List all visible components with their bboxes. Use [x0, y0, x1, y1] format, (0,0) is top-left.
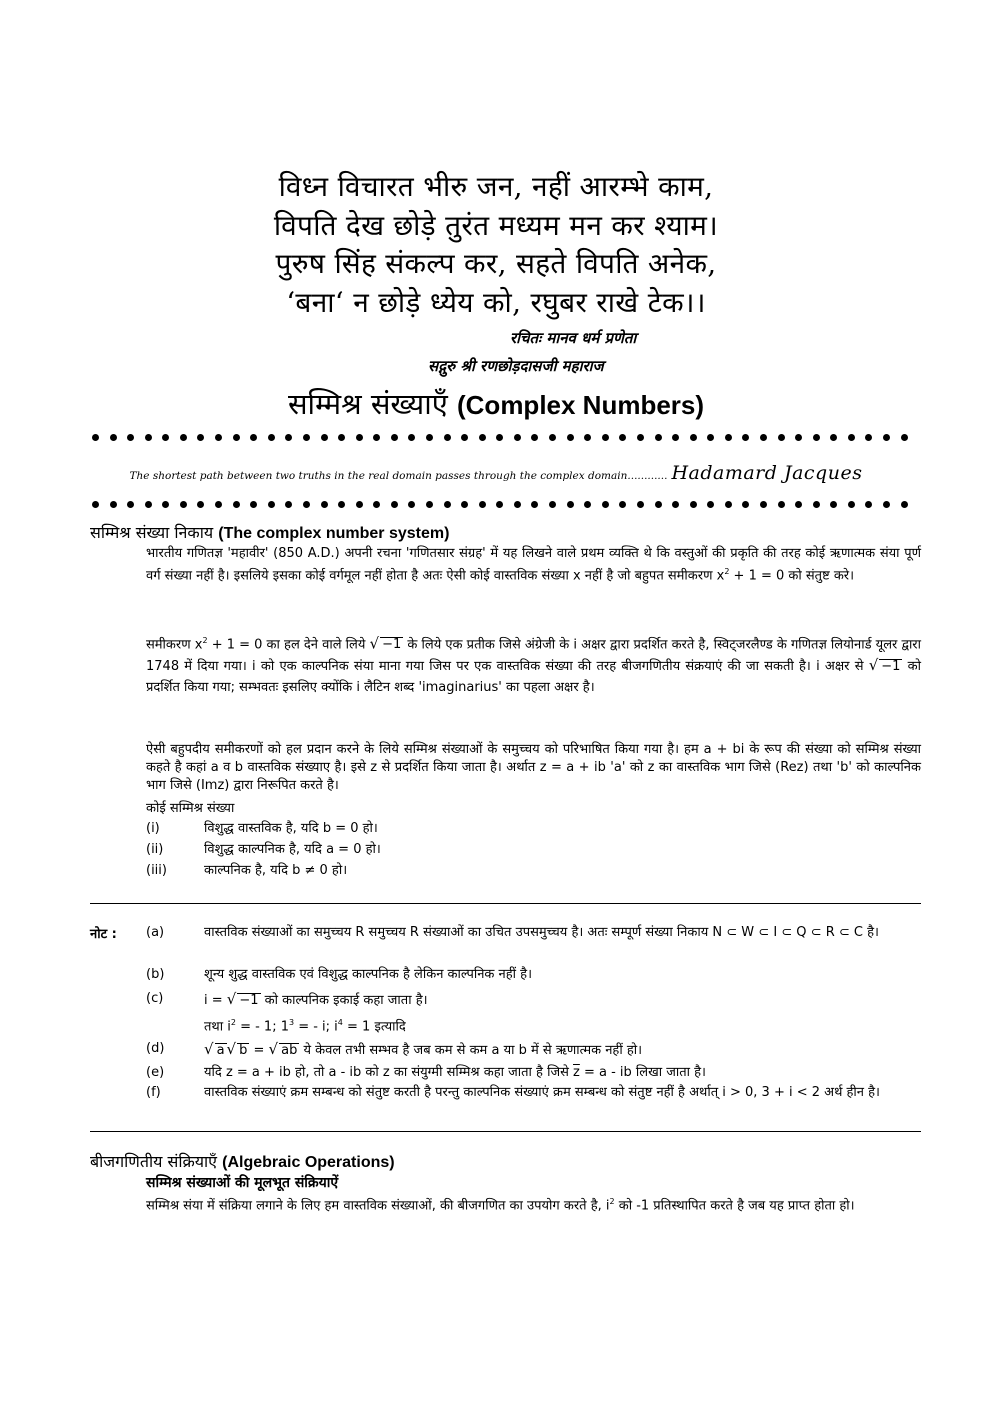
- list-item-text: विशुद्ध काल्पनिक है, यदि a = 0 हो।: [204, 842, 381, 857]
- paragraph-euler-part-a: समीकरण x: [146, 637, 203, 653]
- note-item-text: [204, 1064, 921, 1082]
- divider-dot: [233, 501, 240, 508]
- attribution-line-2: सद्गुरु श्री रणछोड़दासजी महाराज: [428, 357, 604, 375]
- section-heading-english: (Algebraic Operations): [222, 1154, 395, 1171]
- divider-dot: [356, 434, 363, 441]
- divider-dot: [531, 501, 538, 508]
- equals-sign: =: [253, 1043, 265, 1058]
- divider-dot: [461, 501, 468, 508]
- note-item-text: [204, 990, 921, 1010]
- divider-dot: [655, 434, 662, 441]
- divider-dot: [848, 501, 855, 508]
- divider-dot: [215, 501, 222, 508]
- divider-dot: [408, 501, 415, 508]
- note-e-part-b: = a - ib लिखा जाता है।: [579, 1065, 706, 1080]
- divider-dot: [356, 501, 363, 508]
- radical-sign: √: [868, 656, 879, 675]
- section-heading-english: (The complex number system): [218, 525, 450, 542]
- divider-dot: [303, 434, 310, 441]
- note-c2-part-a: तथा i: [204, 1019, 231, 1035]
- divider-dot: [496, 434, 503, 441]
- paragraph-definition: ऐसी बहुपदीय समीकरणों को हल प्रदान करने के लिये सम्मिश्र संख्याओं के समुच्चय को परिभाषित किया गया है। हम a + bi के रूप की संख्या को सम्मिश्र संख्या कहते है कहां a व b वास्तविक संख्याए है। इसे z से प्रदर्शित किया जाता है। अर्थात z = a + ib 'a' को z का वास्तविक भाग जिसे (Rez) तथा 'b' को काल्पनिक भाग जिसे (Imz) द्वारा निरूपित करते है।: [146, 742, 921, 793]
- divider-dot: [514, 501, 521, 508]
- divider-dot: [391, 501, 398, 508]
- note-item-text: वास्तविक संख्याओं का समुच्चय R समुच्चय R संख्याओं का उचित उपसमुच्चय है। अतः सम्पूर्ण संख्या निकाय N ⊂ W ⊂ I ⊂ Q ⊂ R ⊂ C है।: [204, 925, 879, 940]
- quote: [0, 462, 992, 484]
- divider-dot: [602, 434, 609, 441]
- note-item-label: (d): [146, 1041, 165, 1056]
- divider-dot: [461, 434, 468, 441]
- divider-dot: [584, 501, 591, 508]
- sqrt-b: b: [239, 1043, 248, 1058]
- sqrt-minus-one: −1: [881, 659, 901, 675]
- paragraph-euler: [146, 630, 921, 698]
- divider-dot: [549, 501, 556, 508]
- note-item-label: (b): [146, 967, 165, 982]
- divider-dot: [707, 434, 714, 441]
- divider-dot: [303, 501, 310, 508]
- radical-sign: √: [268, 1040, 279, 1058]
- note-item-label: (e): [146, 1065, 165, 1080]
- poem-line-2: विपति देख छोड़े तुरंत मध्यम मन कर श्याम।: [273, 208, 719, 242]
- divider-dot: [444, 501, 451, 508]
- note-c2-part-c: = - i; i: [294, 1019, 338, 1035]
- divider-dot: [162, 434, 169, 441]
- divider-dot: [496, 501, 503, 508]
- superscript: 2: [230, 1018, 236, 1027]
- horizontal-rule: [90, 903, 921, 904]
- note-item-label: (a): [146, 925, 165, 940]
- section-heading-complex-system: [90, 521, 449, 543]
- divider-dot: [479, 434, 486, 441]
- divider-dot: [531, 434, 538, 441]
- divider-dot: [92, 501, 99, 508]
- note-c2-part-d: = 1 इत्यादि: [342, 1019, 406, 1035]
- divider-dot: [672, 501, 679, 508]
- divider-dot: [619, 434, 626, 441]
- list-item-text: काल्पनिक है, यदि b ≠ 0 हो।: [204, 863, 348, 878]
- divider-dot: [426, 434, 433, 441]
- divider-dot: [742, 501, 749, 508]
- divider-dot: [180, 501, 187, 508]
- note-item-label: (c): [146, 991, 164, 1006]
- note-item-text: [204, 1040, 921, 1060]
- divider-dot: [321, 434, 328, 441]
- radical-sign: √: [369, 634, 380, 653]
- poem-line-4: ‘बना‘ न छोड़े ध्येय को, रघुबर राखे टेक।।: [286, 285, 706, 319]
- page-title: [0, 384, 992, 423]
- paragraph-mahavira-text: भारतीय गणितज्ञ 'महावीर' (850 A.D.) अपनी रचना 'गणितसार संग्रह' में यह लिखने वाले प्रथम व्यक्ति थे कि वस्तुओं की प्रकृति की तरह कोई ऋणात्मक संया पूर्ण वर्ग संख्या नहीं है। इसलिये इसका कोई वर्गमूल नहीं होता है अतः ऐसी कोई वास्तविक संख्या x नहीं है जो बहुपत समीकरण x: [146, 546, 921, 584]
- divider-dot: [619, 501, 626, 508]
- divider-dot: [795, 501, 802, 508]
- divider-dot: [725, 434, 732, 441]
- sqrt-minus-one: −1: [239, 993, 259, 1008]
- note-item-label: (f): [146, 1085, 161, 1100]
- divider-dot: [637, 434, 644, 441]
- list-item-label: (ii): [146, 842, 164, 857]
- divider-dot: [584, 434, 591, 441]
- divider-dot: [602, 501, 609, 508]
- note-d-text: ये केवल तभी सम्भव है जब कम से कम a या b में से ऋणात्मक नहीं हो।: [299, 1043, 643, 1058]
- divider-dot: [760, 434, 767, 441]
- divider-dot: [848, 434, 855, 441]
- quote-author: Hadamard Jacques: [671, 462, 863, 484]
- divider-dot: [92, 434, 99, 441]
- divider-dot: [391, 434, 398, 441]
- divider-dot: [321, 501, 328, 508]
- attribution-line-1: रचितः मानव धर्म प्रणेता: [510, 329, 637, 347]
- divider-dot: [830, 434, 837, 441]
- superscript: 3: [288, 1018, 295, 1027]
- paragraph-operations-part-a: सम्मिश्र संया में संक्रिया लगाने के लिए हम वास्तविक संख्याओं, की बीजगणित का उपयोग करते है, i: [146, 1198, 610, 1214]
- divider-dot: [373, 501, 380, 508]
- note-item-text: वास्तविक संख्याएं क्रम सम्बन्ध को संतुष्ट करती है परन्तु काल्पनिक संख्याएं क्रम सम्बन्ध को संतुष्ट नहीं है अर्थात् i > 0, 3 + i < 2 अर्थ हीन है।: [204, 1085, 880, 1100]
- divider-dot: [637, 501, 644, 508]
- note-c-part-a: i =: [204, 993, 227, 1008]
- divider-dot: [408, 434, 415, 441]
- divider-dot: [883, 434, 890, 441]
- divider-dot: [567, 501, 574, 508]
- divider-dot: [901, 434, 908, 441]
- paragraph-euler-part-b: + 1 = 0 का हल देने वाले लिये: [207, 637, 370, 653]
- divider-dot: [672, 434, 679, 441]
- divider-dot: [865, 501, 872, 508]
- title-english: (Complex Numbers): [457, 390, 705, 420]
- divider-dot: [883, 501, 890, 508]
- divider-dot: [813, 434, 820, 441]
- paragraph-euler-part-c: के लिये एक प्रतीक जिसे अंग्रेजी के i अक्षर द्वारा प्रदर्शित करते है, स्विट्जरलैण्ड के गणितज्ञ लियोनार्ड यूलर द्वारा 1748 में दिया गया। i को एक काल्पनिक संया माना गया जिस पर एक वास्तविक संख्या की तरह बीजगणितीय संक्रयाएं की जा सकती है। i अक्षर से: [146, 637, 921, 675]
- divider-dot: [110, 501, 117, 508]
- dotted-divider-top: [92, 431, 908, 443]
- sqrt-minus-one: −1: [382, 637, 402, 653]
- dotted-divider-bottom: [92, 498, 908, 510]
- divider-dot: [567, 434, 574, 441]
- paragraph-any-complex: कोई सम्मिश्र संख्या: [146, 801, 235, 816]
- note-c-part-b: को काल्पनिक इकाई कहा जाता है।: [260, 993, 428, 1008]
- paragraph-operations-part-b: को -1 प्रतिस्थापित करते है जब यह प्राप्त होता हो।: [614, 1198, 855, 1214]
- radical-sign: √: [226, 990, 237, 1008]
- divider-dot: [901, 501, 908, 508]
- divider-dot: [145, 434, 152, 441]
- divider-dot: [514, 434, 521, 441]
- note-e-part-a: यदि z = a + ib हो, तो a - ib को z का संयुग्मी सम्मिश्र कहा जाता है जिसे: [204, 1065, 574, 1080]
- superscript: 2: [724, 567, 730, 576]
- radical-sign: √: [204, 1040, 214, 1058]
- divider-dot: [479, 501, 486, 508]
- divider-dot: [250, 501, 257, 508]
- note-item-a: [146, 924, 921, 962]
- divider-dot: [813, 501, 820, 508]
- sqrt-a: a: [216, 1043, 225, 1058]
- divider-dot: [778, 501, 785, 508]
- note-item-text: [204, 1014, 921, 1036]
- superscript: 2: [609, 1197, 615, 1206]
- divider-dot: [285, 434, 292, 441]
- divider-dot: [690, 434, 697, 441]
- list-item-label: (iii): [146, 863, 167, 878]
- note-item-text: शून्य शुद्ध वास्तविक एवं विशुद्ध काल्पनिक है लेकिन काल्पनिक नहीं है।: [204, 967, 532, 982]
- divider-dot: [338, 434, 345, 441]
- divider-dot: [725, 501, 732, 508]
- divider-dot: [655, 501, 662, 508]
- radical-sign: √: [226, 1040, 237, 1058]
- quote-text: The shortest path between two truths in the real domain passes through the complex domain............: [129, 470, 668, 482]
- section-heading-algebraic-operations: [90, 1150, 395, 1172]
- divider-dot: [197, 501, 204, 508]
- subheading-basic-operations: सम्मिश्र संख्याओं की मूलभूत संक्रियाऐं: [146, 1175, 339, 1191]
- divider-dot: [127, 501, 134, 508]
- divider-dot: [707, 501, 714, 508]
- superscript: 2: [202, 636, 208, 645]
- section-heading-hindi: सम्मिश्र संख्या निकाय: [90, 523, 214, 542]
- divider-dot: [215, 434, 222, 441]
- divider-dot: [760, 501, 767, 508]
- note-c2-part-b: = - 1; 1: [235, 1019, 289, 1035]
- poem-line-3: पुरुष सिंह संकल्प कर, सहते विपति अनेक,: [275, 247, 717, 280]
- paragraph-operations: [146, 1193, 921, 1215]
- list-item-text: विशुद्ध वास्तविक है, यदि b = 0 हो।: [204, 821, 378, 836]
- divider-dot: [145, 501, 152, 508]
- divider-dot: [110, 434, 117, 441]
- note-item-f: [146, 1084, 921, 1122]
- poem: [0, 168, 992, 322]
- divider-dot: [127, 434, 134, 441]
- divider-dot: [690, 501, 697, 508]
- list-item-label: (i): [146, 821, 160, 836]
- divider-dot: [250, 434, 257, 441]
- divider-dot: [180, 434, 187, 441]
- divider-dot: [373, 434, 380, 441]
- superscript: 4: [337, 1018, 343, 1027]
- section-heading-hindi: बीजगणितीय संक्रियाएँ: [90, 1152, 218, 1171]
- poem-line-1: विध्न विचारत भीरु जन, नहीं आरम्भे काम,: [278, 170, 714, 203]
- divider-dot: [444, 434, 451, 441]
- divider-dot: [268, 501, 275, 508]
- paragraph-euler-part-d: को प्रदर्शित किया गया; सम्भवतः इसलिए क्योंकि i लैटिन शब्द 'imaginarius' का पहला अक्षर है।: [146, 659, 922, 696]
- note-label: नोट :: [90, 927, 117, 942]
- divider-dot: [162, 501, 169, 508]
- divider-dot: [865, 434, 872, 441]
- divider-dot: [742, 434, 749, 441]
- divider-dot: [830, 501, 837, 508]
- sqrt-ab: ab: [281, 1043, 298, 1058]
- horizontal-rule: [90, 1131, 921, 1132]
- title-hindi: सम्मिश्र संख्याएँ: [287, 387, 448, 421]
- divider-dot: [233, 434, 240, 441]
- paragraph-mahavira-tail: + 1 = 0 को संतुष्ट करे।: [729, 568, 855, 584]
- paragraph-mahavira: [146, 545, 921, 585]
- divider-dot: [285, 501, 292, 508]
- z-bar: $\overline{z}$: [573, 1065, 580, 1080]
- divider-dot: [268, 434, 275, 441]
- divider-dot: [778, 434, 785, 441]
- divider-dot: [549, 434, 556, 441]
- divider-dot: [426, 501, 433, 508]
- divider-dot: [795, 434, 802, 441]
- divider-dot: [338, 501, 345, 508]
- divider-dot: [197, 434, 204, 441]
